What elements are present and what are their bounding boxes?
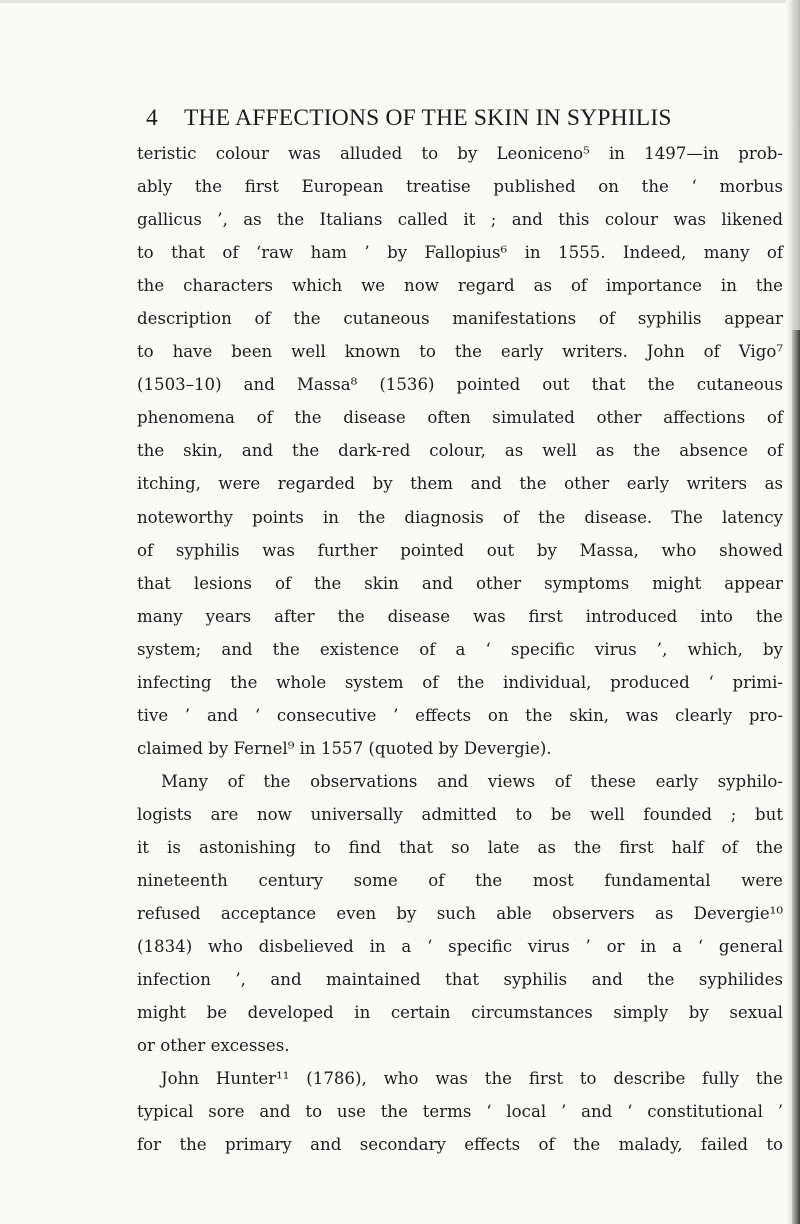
text-line: typical sore and to use the terms ‘ local ’ and ‘ constitutional ’ <box>137 1102 783 1122</box>
text-line: logists are now universally admitted to be well founded ; but <box>137 804 783 824</box>
text-line: the characters which we now regard as of importance in the <box>137 276 783 296</box>
text-line: many years after the disease was first introduced into the <box>137 606 783 626</box>
page-edge-dark <box>792 330 800 1224</box>
text-line: Many of the observations and views of these early syphilo- <box>161 771 783 791</box>
text-line: to have been well known to the early writers. John of Vigo⁷ <box>137 342 783 362</box>
text-line: that lesions of the skin and other symptoms might appear <box>137 573 783 593</box>
text-line: of syphilis was further pointed out by Massa, who showed <box>137 540 783 560</box>
running-head <box>146 105 706 132</box>
text-line: (1503–10) and Massa⁸ (1536) pointed out that the cutaneous <box>137 375 783 395</box>
text-line: itching, were regarded by them and the other early writers as <box>137 474 783 494</box>
text-line: it is astonishing to find that so late as the first half of the <box>137 837 783 857</box>
text-line: ably the first European treatise published on the ‘ morbus <box>137 177 783 197</box>
text-line: (1834) who disbelieved in a ‘ specific virus ’ or in a ‘ general <box>137 937 783 957</box>
text-line: the skin, and the dark-red colour, as well as the absence of <box>137 441 783 461</box>
text-line: for the primary and secondary effects of the malady, failed to <box>137 1135 783 1155</box>
page-number: 4 <box>146 105 158 131</box>
body-text <box>137 137 783 1161</box>
text-line: or other excesses. <box>137 1036 290 1056</box>
text-line: to that of ‘raw ham ’ by Fallopius⁶ in 1555. Indeed, many of <box>137 243 783 263</box>
text-line: infection ’, and maintained that syphilis and the syphilides <box>137 970 783 990</box>
chapter-title: THE AFFECTIONS OF THE SKIN IN SYPHILIS <box>184 105 672 131</box>
text-line: infecting the whole system of the individual, produced ‘ primi- <box>137 672 783 692</box>
text-line: John Hunter¹¹ (1786), who was the first to describe fully the <box>161 1069 783 1089</box>
text-line: refused acceptance even by such able observers as Devergie¹⁰ <box>137 904 783 924</box>
text-line: gallicus ’, as the Italians called it ; and this colour was likened <box>137 210 783 230</box>
text-line: teristic colour was alluded to by Leoniceno⁵ in 1497—in prob- <box>137 144 783 163</box>
text-line: system; and the existence of a ‘ specific virus ’, which, by <box>137 639 783 659</box>
text-line: noteworthy points in the diagnosis of the disease. The latency <box>137 507 783 527</box>
text-line: description of the cutaneous manifestations of syphilis appear <box>137 309 783 329</box>
top-edge-rule <box>0 0 800 3</box>
page-edge-light <box>795 0 800 330</box>
text-line: tive ’ and ‘ consecutive ’ effects on the skin, was clearly pro- <box>137 705 783 725</box>
text-line: nineteenth century some of the most fundamental were <box>137 871 783 891</box>
text-line: claimed by Fernel⁹ in 1557 (quoted by Devergie). <box>137 738 552 758</box>
text-line: phenomena of the disease often simulated other affections of <box>137 408 783 428</box>
text-line: might be developed in certain circumstances simply by sexual <box>137 1003 783 1023</box>
